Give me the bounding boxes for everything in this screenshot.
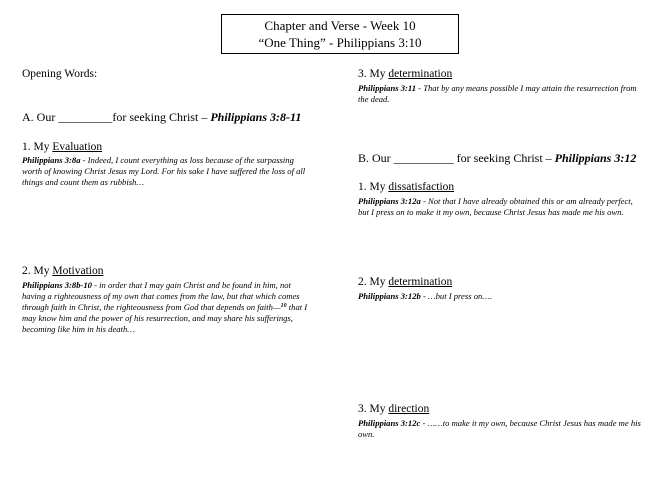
right-item-2-heading — [358, 276, 452, 288]
right-item-3-heading — [358, 403, 429, 415]
opening-words: Opening Words: — [22, 68, 98, 80]
right-item-1-num: 1. My — [358, 181, 389, 193]
title-line-2: “One Thing” - Philippians 3:10 — [258, 35, 422, 50]
right-item-2-word: determination — [388, 276, 453, 288]
left-item-2-verse: 10 — [280, 303, 287, 309]
right-item-3-word: direction — [388, 403, 430, 415]
section-a-blank: _________ — [58, 110, 113, 124]
right-item-3-ref: Philippians 3:12c — [358, 418, 421, 428]
section-a-middle: for seeking Christ – — [112, 110, 211, 124]
section-a-heading — [22, 110, 301, 125]
right-item-2-num: 2. My — [358, 276, 389, 288]
right-item-3-top-text: - That by any means possible I may attain the resurrection from the dead. — [358, 83, 637, 104]
right-item-1-ref: Philippians 3:12a — [358, 196, 421, 206]
section-a-ref: Philippians 3:8-11 — [210, 110, 302, 124]
left-item-2-num: 2. My — [22, 265, 53, 277]
right-item-2-ref: Philippians 3:12b — [358, 291, 421, 301]
title-box — [221, 14, 459, 54]
left-item-1-heading — [22, 141, 102, 153]
right-item-3-top-passage — [358, 83, 643, 105]
right-item-1-word: dissatisfaction — [388, 181, 455, 193]
left-item-2-word: Motivation — [52, 265, 104, 277]
right-item-3-text: - ……to make it my own, because Christ Jesus has made me his own. — [358, 418, 641, 439]
left-item-2-heading — [22, 265, 103, 277]
right-item-3-top-word: determination — [388, 68, 453, 80]
left-item-1-word: Evaluation — [52, 141, 103, 153]
right-item-3-top-num: 3. My — [358, 68, 389, 80]
left-item-2-text-before: - in order that I may gain Christ and be found in him, not having a righteousness of my own that comes from the law, but that which comes through faith in Christ, the righteousness from God that depends on faith— — [22, 280, 300, 312]
section-b-ref: Philippians 3:12 — [554, 151, 637, 165]
right-item-1-heading — [358, 181, 454, 193]
right-item-3-top-ref: Philippians 3:11 — [358, 83, 417, 93]
left-item-2-ref: Philippians 3:8b-10 — [22, 280, 92, 290]
left-item-1-text: - Indeed, I count everything as loss because of the surpassing worth of knowing Christ Jesus my Lord. For his sake I have suffered the loss of all things and count them as rubbish… — [22, 155, 306, 187]
section-b-prefix: B. Our — [358, 151, 394, 165]
title-line-1: Chapter and Verse - Week 10 — [264, 18, 416, 33]
section-b-heading — [358, 151, 636, 166]
right-item-1-passage — [358, 196, 643, 218]
left-item-2-passage — [22, 280, 314, 335]
right-item-2-text: - …but I press on…. — [420, 291, 493, 301]
left-item-1-num: 1. My — [22, 141, 53, 153]
section-b-middle: for seeking Christ – — [453, 151, 555, 165]
left-item-1-passage — [22, 155, 314, 188]
right-item-1-text: - Not that I have already obtained this or am already perfect, but I press on to make it my own, because Christ Jesus has made me his own. — [358, 196, 633, 217]
section-a-prefix: A. Our — [22, 110, 59, 124]
right-item-2-passage — [358, 291, 643, 302]
section-b-blank: __________ — [393, 151, 454, 165]
right-item-3-passage — [358, 418, 643, 440]
left-item-2-text-after: that I may know him and the power of his resurrection, and may share his sufferings, becoming like him in his death… — [22, 302, 308, 334]
right-item-3-num: 3. My — [358, 403, 389, 415]
left-item-1-ref: Philippians 3:8a — [22, 155, 81, 165]
right-item-3-top-heading — [358, 68, 452, 80]
